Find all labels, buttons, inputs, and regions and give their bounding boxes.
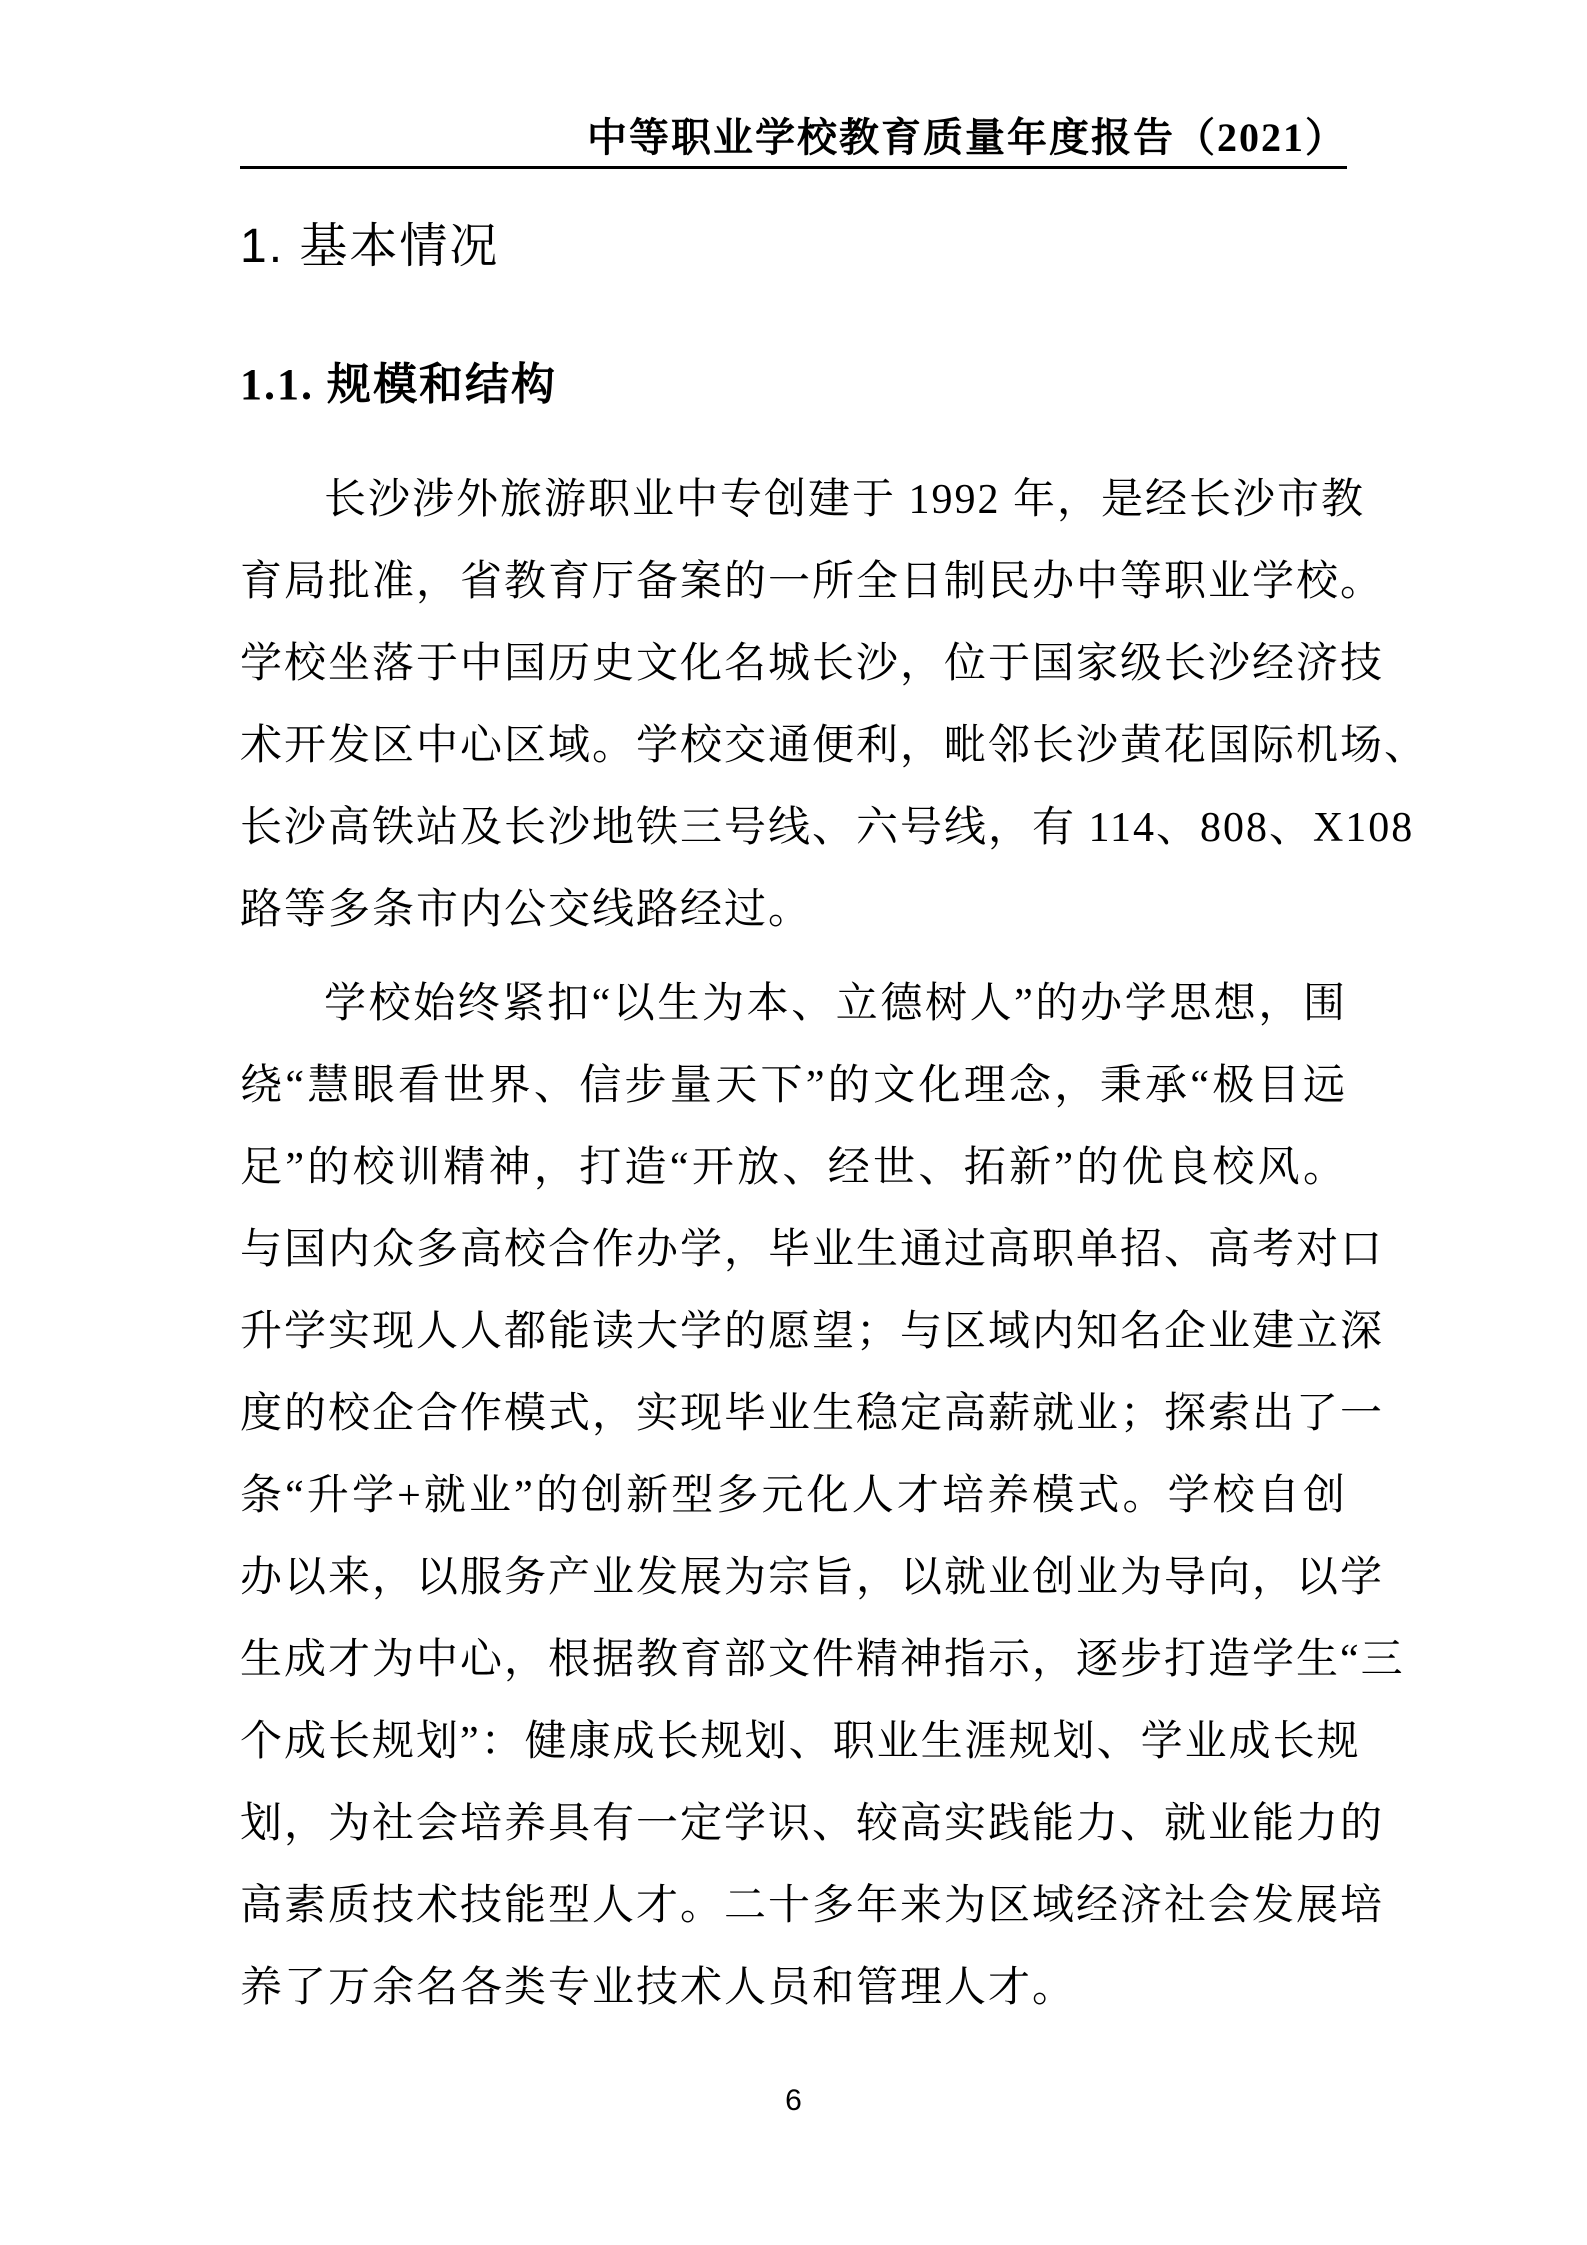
paragraph-school-philosophy (240, 963, 1405, 2029)
text-line: 个成长规划”：健康成长规划、职业生涯规划、学业成长规 (240, 1719, 1361, 1765)
text-line: 升学实现人人都能读大学的愿望；与区域内知名企业建立深 (240, 1309, 1385, 1355)
text-line: 办以来，以服务产业发展为宗旨，以就业创业为导向，以学 (240, 1555, 1385, 1601)
text-line: 绕“慧眼看世界、信步量天下”的文化理念，秉承“极目远 (240, 1063, 1347, 1109)
text-line: 长沙涉外旅游职业中专创建于 1992 年，是经长沙市教 (324, 477, 1366, 523)
document-body (240, 459, 1429, 2029)
text-line: 高素质技术技能型人才。二十多年来为区域经济社会发展培 (240, 1883, 1385, 1929)
page-footer (0, 2081, 1587, 2121)
paragraph-school-overview (240, 459, 1429, 951)
text-line: 学校坐落于中国历史文化名城长沙，位于国家级长沙经济技 (240, 641, 1385, 687)
text-line: 育局批准，省教育厅备案的一所全日制民办中等职业学校。 (240, 559, 1385, 605)
text-line: 度的校企合作模式，实现毕业生稳定高薪就业；探索出了一 (240, 1391, 1385, 1437)
section-heading: 1. 基本情况 (240, 220, 500, 273)
text-line: 学校始终紧扣“以生为本、立德树人”的办学思想，围 (324, 981, 1347, 1027)
text-line: 条“升学+就业”的创新型多元化人才培养模式。学校自创 (240, 1473, 1347, 1519)
page-header (240, 116, 1347, 169)
text-line: 与国内众多高校合作办学，毕业生通过高职单招、高考对口 (240, 1227, 1385, 1273)
page-number: 6 (785, 2084, 802, 2117)
text-line: 术开发区中心区域。学校交通便利，毗邻长沙黄花国际机场、 (240, 723, 1429, 769)
text-line: 路等多条市内公交线路经过。 (240, 887, 813, 933)
text-line: 养了万余名各类专业技术人员和管理人才。 (240, 1965, 1077, 2011)
text-line: 划，为社会培养具有一定学识、较高实践能力、就业能力的 (240, 1801, 1385, 1847)
text-line: 生成才为中心，根据教育部文件精神指示，逐步打造学生“三 (240, 1637, 1405, 1683)
text-line: 长沙高铁站及长沙地铁三号线、六号线，有 114、808、X108 (240, 805, 1415, 851)
text-line: 足”的校训精神，打造“开放、经世、拓新”的优良校风。 (240, 1145, 1347, 1191)
running-head-title: 中等职业学校教育质量年度报告（2021） (587, 115, 1347, 160)
subsection-heading: 1.1. 规模和结构 (240, 360, 557, 409)
